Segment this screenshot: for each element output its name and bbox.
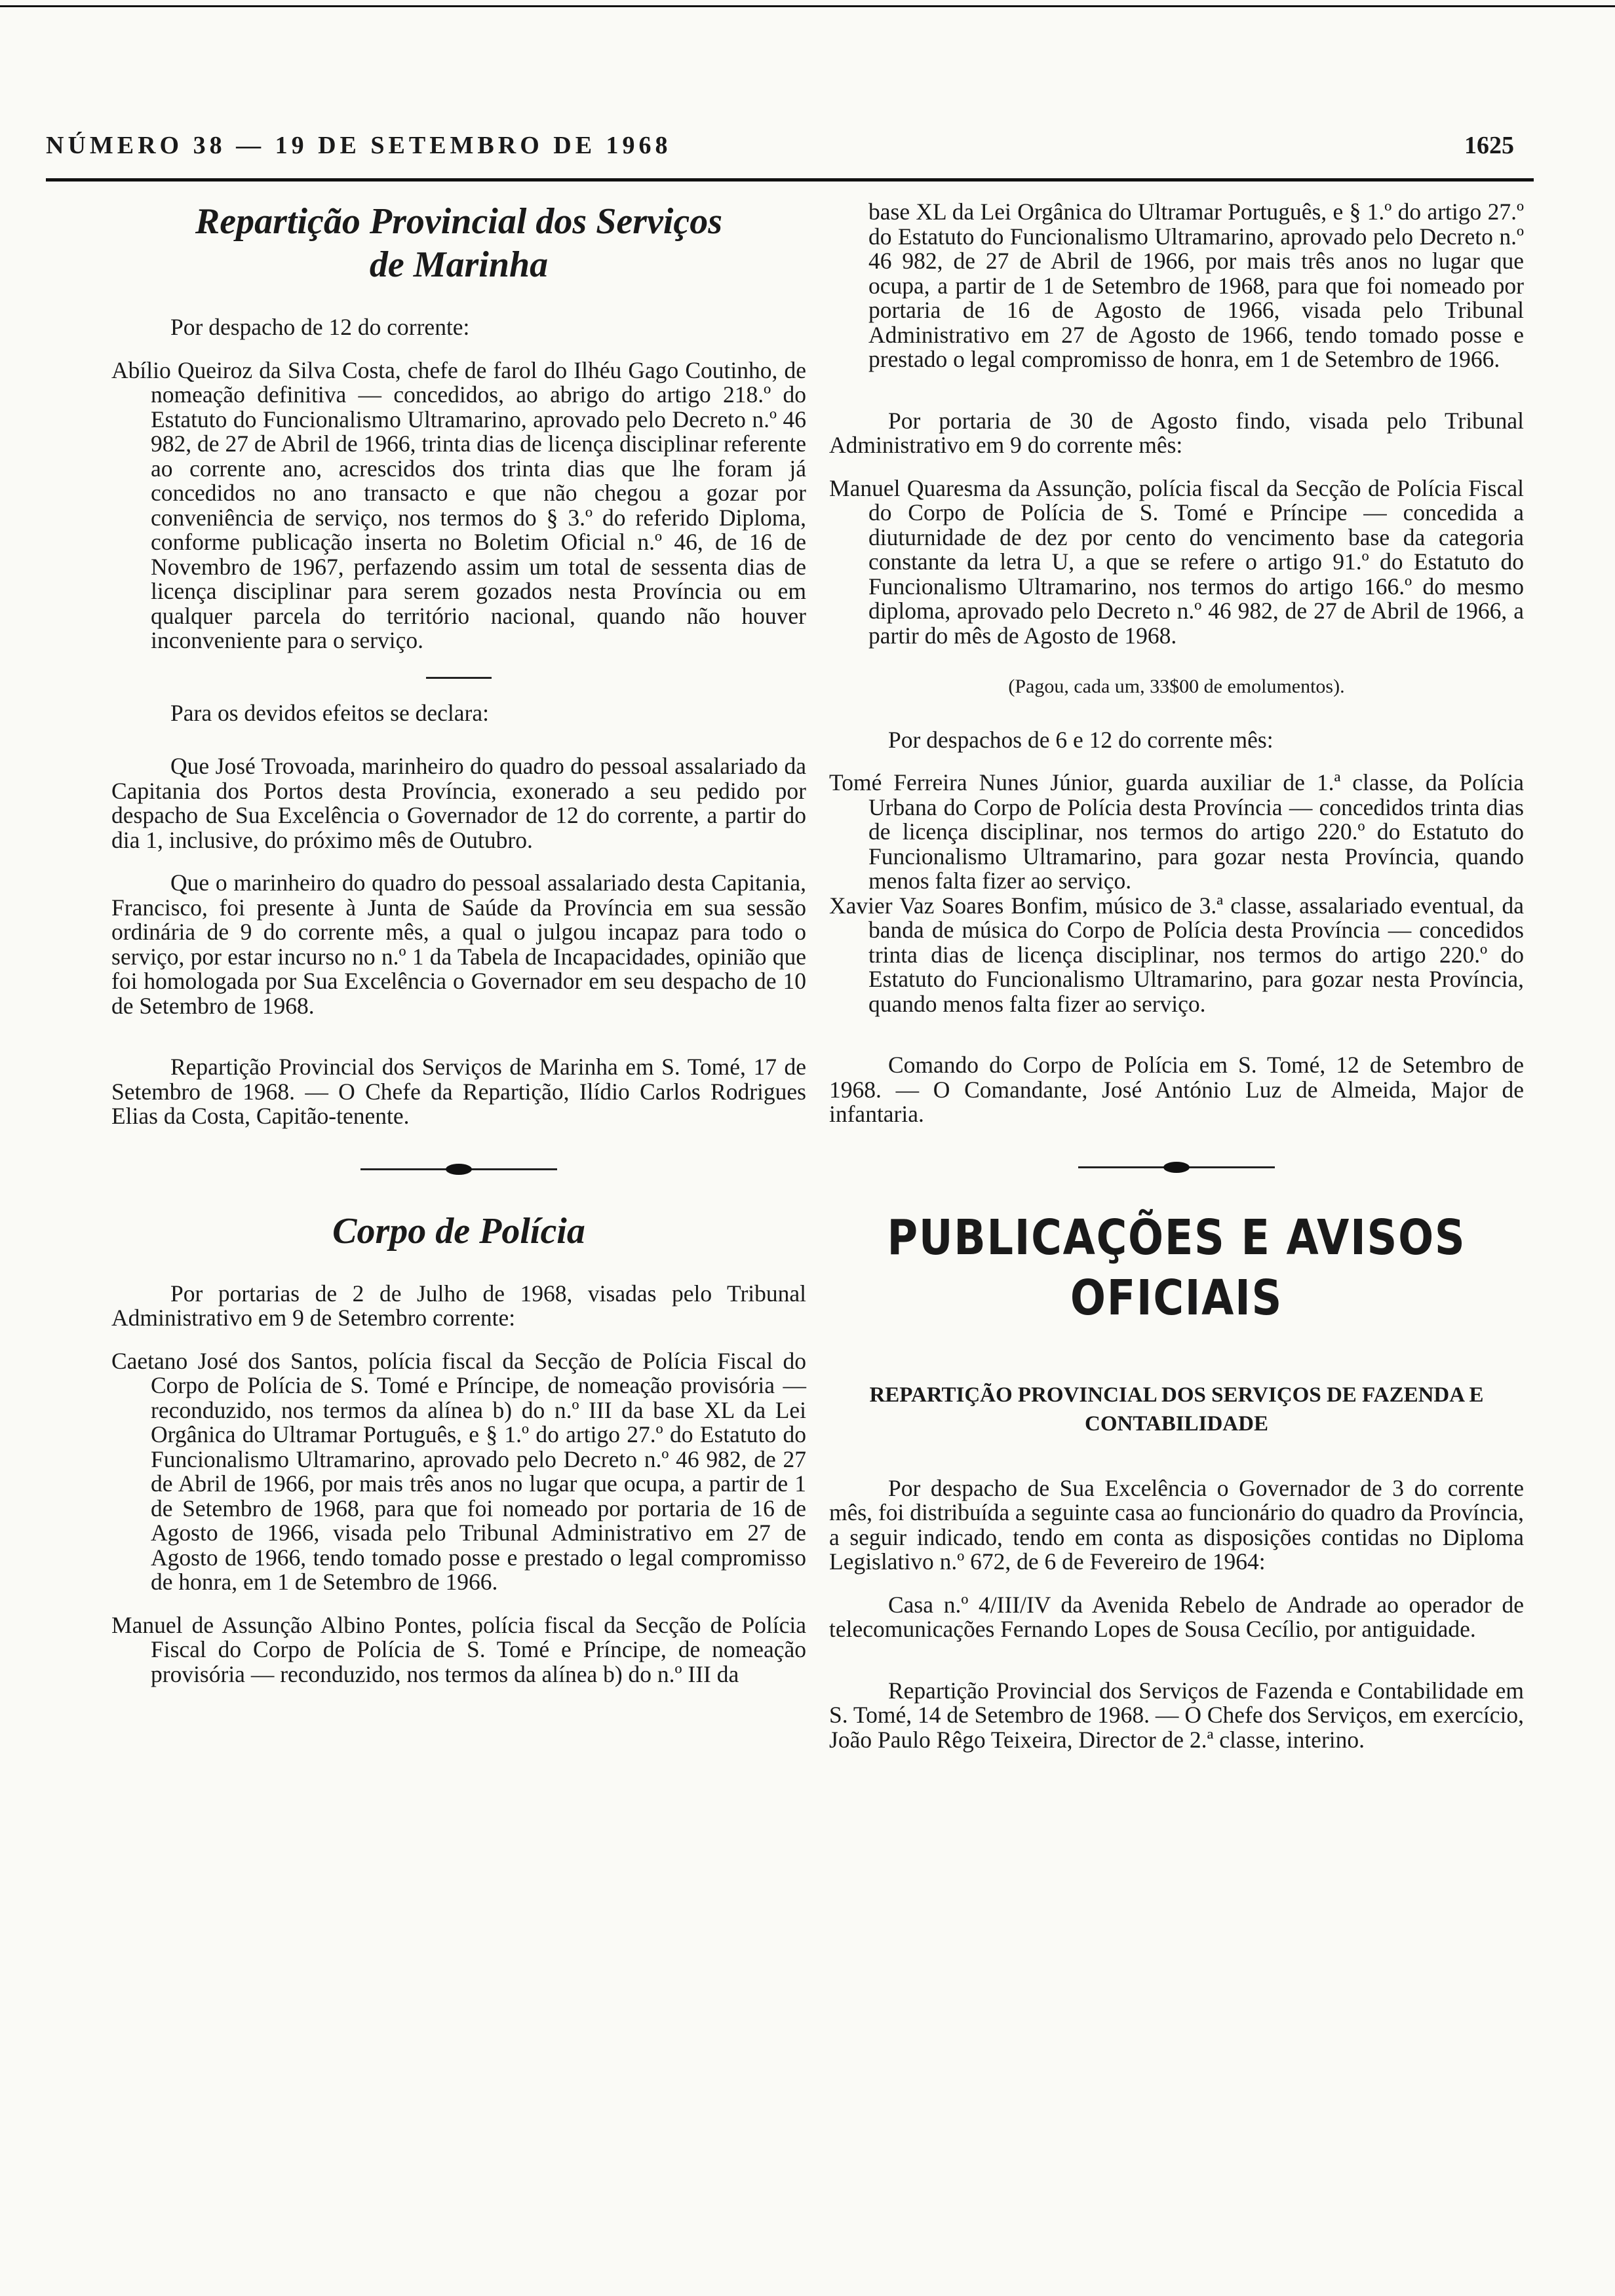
marinha-item-silva-costa: Abílio Queiroz da Silva Costa, chefe de farol do Ilhéu Gago Coutinho, de nomeação definitiva — concedidos, ao abrigo do artigo 218.º do Estatuto do Funcionalismo Ultramarino, aprovado pelo Decreto n.º 46 982, de 27 de Abril de 1966, trinta dias de licença disciplinar referente ao corrente ano, acrescidos dos trinta dias que lhe foram já concedidos no ano transacto e que não chegou a gozar por conveniência de serviço, nos termos do § 3.º do referido Diploma, conforme publicação inserta no Boletim Oficial n.º 46, de 16 de Novembro de 1967, perfazendo assim um total de sessenta dias de licença disciplinar para serem gozados nesta Província ou em qualquer parcela do território nacional, quando não houver inconveniente para o serviço. (111, 356, 806, 653)
marinha-closing: Repartição Provincial dos Serviços de Marinha em S. Tomé, 17 de Setembro de 1968. — O Chefe da Repartição, Ilídio Carlos Rodrigues Elias da Costa, Capitão-tenente. (111, 1054, 806, 1129)
page-header (46, 131, 1514, 170)
page-number: 1625 (1464, 132, 1514, 159)
section-rule (426, 677, 492, 679)
fazenda-closing: Repartição Provincial dos Serviços de Fazenda e Contabilidade em S. Tomé, 14 de Setembro de 1968. — O Chefe dos Serviços, em exercício, João Paulo Rêgo Teixeira, Director de 2.ª classe, interino. (829, 1677, 1524, 1753)
left-column (111, 200, 806, 1687)
marinha-title-line2: de Marinha (369, 244, 549, 285)
section-divider (360, 1168, 557, 1170)
policia-item-nunes: Tomé Ferreira Nunes Júnior, guarda auxiliar de 1.ª classe, da Polícia Urbana do Corpo de Polícia desta Província — concedidos trinta dias de licença disciplinar, nos termos do artigo 220.º do Estatuto do Funcionalismo Ultramarino, para gozar nesta Província, quando menos falta fizer ao serviço. (829, 769, 1524, 894)
policia-item-bonfim: Xavier Vaz Soares Bonfim, músico de 3.ª classe, assalariado eventual, da banda de música do Corpo de Polícia desta Província — concedidos trinta dias de licença disciplinar, nos termos do artigo 220.º do Estatuto do Funcionalismo Ultramarino, para gozar nesta Província, quando menos falta fizer ao serviço. (829, 892, 1524, 1017)
marinha-intro: Por despacho de 12 do corrente: (170, 314, 470, 340)
policia-closing: Comando do Corpo de Polícia em S. Tomé, 12 de Setembro de 1968. — O Comandante, José António Luz de Almeida, Major de infantaria. (829, 1052, 1524, 1127)
marinha-title-line1: Repartição Provincial dos Serviços (195, 201, 723, 242)
marinha-para-francisco: Que o marinheiro do quadro do pessoal assalariado desta Capitania, Francisco, foi presente à Junta de Saúde da Província em sua sessão ordinária de 9 do corrente mês, a qual o julgou incapaz para todo o serviço, por estar incurso no n.º 1 da Tabela de Incapacidades, opinião que foi homologada por Sua Excelência o Governador em seu despacho de 10 de Setembro de 1968. (111, 870, 806, 1019)
policia-item-pontes-cont: base XL da Lei Orgânica do Ultramar Português, e § 1.º do artigo 27.º do Estatuto do Funcionalismo Ultramarino, aprovado pelo Decreto n.º 46 982, de 27 de Abril de 1966, por mais três anos no lugar que ocupa, a partir de 1 de Setembro de 1968, para que foi nomeado por portaria de 16 de Agosto de 1966, visada pelo Tribunal Administrativo em 27 de Agosto de 1966, tendo tomado posse e prestado o legal compromisso de honra, em 1 de Setembro de 1966. (868, 199, 1524, 372)
right-column (829, 200, 1524, 1752)
policia-intro: Por portarias de 2 de Julho de 1968, visadas pelo Tribunal Administrativo em 9 de Setembro corrente: (111, 1280, 806, 1331)
policia-title: Corpo de Polícia (332, 1210, 585, 1252)
policia-despachos-intro: Por despachos de 6 e 12 do corrente mês: (888, 726, 1274, 753)
policia-item-quaresma: Manuel Quaresma da Assunção, polícia fiscal da Secção de Polícia Fiscal do Corpo de Polícia de S. Tomé e Príncipe — concedida a diuturnidade de dez por cento do vencimento base da categoria constante da letra U, a que se refere o artigo 91.º do Estatuto do Funcionalismo Ultramarino, nos termos do artigo 166.º do mesmo diploma, aprovado pelo Decreto n.º 46 982, de 27 de Abril de 1966, a partir do mês de Agosto de 1968. (829, 474, 1524, 649)
marinha-declara: Para os devidos efeitos se declara: (170, 699, 489, 726)
fee-note: (Pagou, cada um, 33$00 de emolumentos). (1008, 676, 1345, 697)
publicacoes-title: PUBLICAÇÕES E AVISOS OFICIAIS (887, 1209, 1466, 1326)
policia-item-pontes: Manuel de Assunção Albino Pontes, polícia fiscal da Secção de Polícia Fiscal do Corpo de Polícia de S. Tomé e Príncipe, de nomeação provisória — reconduzido, nos termos da alínea b) do n.º III da (111, 1611, 806, 1687)
policia-portaria-intro: Por portaria de 30 de Agosto findo, visada pelo Tribunal Administrativo em 9 do corrente mês: (829, 407, 1524, 458)
fazenda-intro: Por despacho de Sua Excelência o Governador de 3 do corrente mês, foi distribuída a seguinte casa ao funcionário do quadro da Província, a seguir indicado, tendo em conta as disposições contidas no Diploma Legislativo n.º 672, de 6 de Fevereiro de 1964: (829, 1474, 1524, 1575)
section-divider (1078, 1166, 1275, 1168)
issue-line: NÚMERO 38 — 19 DE SETEMBRO DE 1968 (46, 132, 672, 159)
fazenda-subtitle: REPARTIÇÃO PROVINCIAL DOS SERVIÇOS DE FAZENDA E CONTABILIDADE (869, 1383, 1484, 1436)
policia-item-caetano: Caetano José dos Santos, polícia fiscal da Secção de Polícia Fiscal do Corpo de Polícia de S. Tomé e Príncipe, de nomeação provisória — reconduzido, nos termos da alínea b) do n.º III da base XL da Lei Orgânica do Ultramar Português, e § 1.º do artigo 27.º do Estatuto do Funcionalismo Ultramarino, aprovado pelo Decreto n.º 46 982, de 27 de Abril de 1966, por mais três anos no lugar que ocupa, a partir de 1 de Setembro de 1968, para que foi nomeado por portaria de 16 de Agosto de 1966, visada pelo Tribunal Administrativo em 27 de Agosto de 1966, tendo tomado posse e prestado o legal compromisso de honra, em 1 de Setembro de 1966. (111, 1347, 806, 1595)
header-rule (46, 178, 1534, 182)
marinha-para-trovoada: Que José Trovoada, marinheiro do quadro do pessoal assalariado da Capitania dos Portos desta Província, exonerado a seu pedido por despacho de Sua Excelência o Governador de 12 do corrente, a partir do dia 1, inclusive, do próximo mês de Outubro. (111, 753, 806, 853)
top-border-rule (0, 5, 1615, 7)
fazenda-casa: Casa n.º 4/III/IV da Avenida Rebelo de Andrade ao operador de telecomunicações Fernando Lopes de Sousa Cecílio, por antiguidade. (829, 1591, 1524, 1642)
